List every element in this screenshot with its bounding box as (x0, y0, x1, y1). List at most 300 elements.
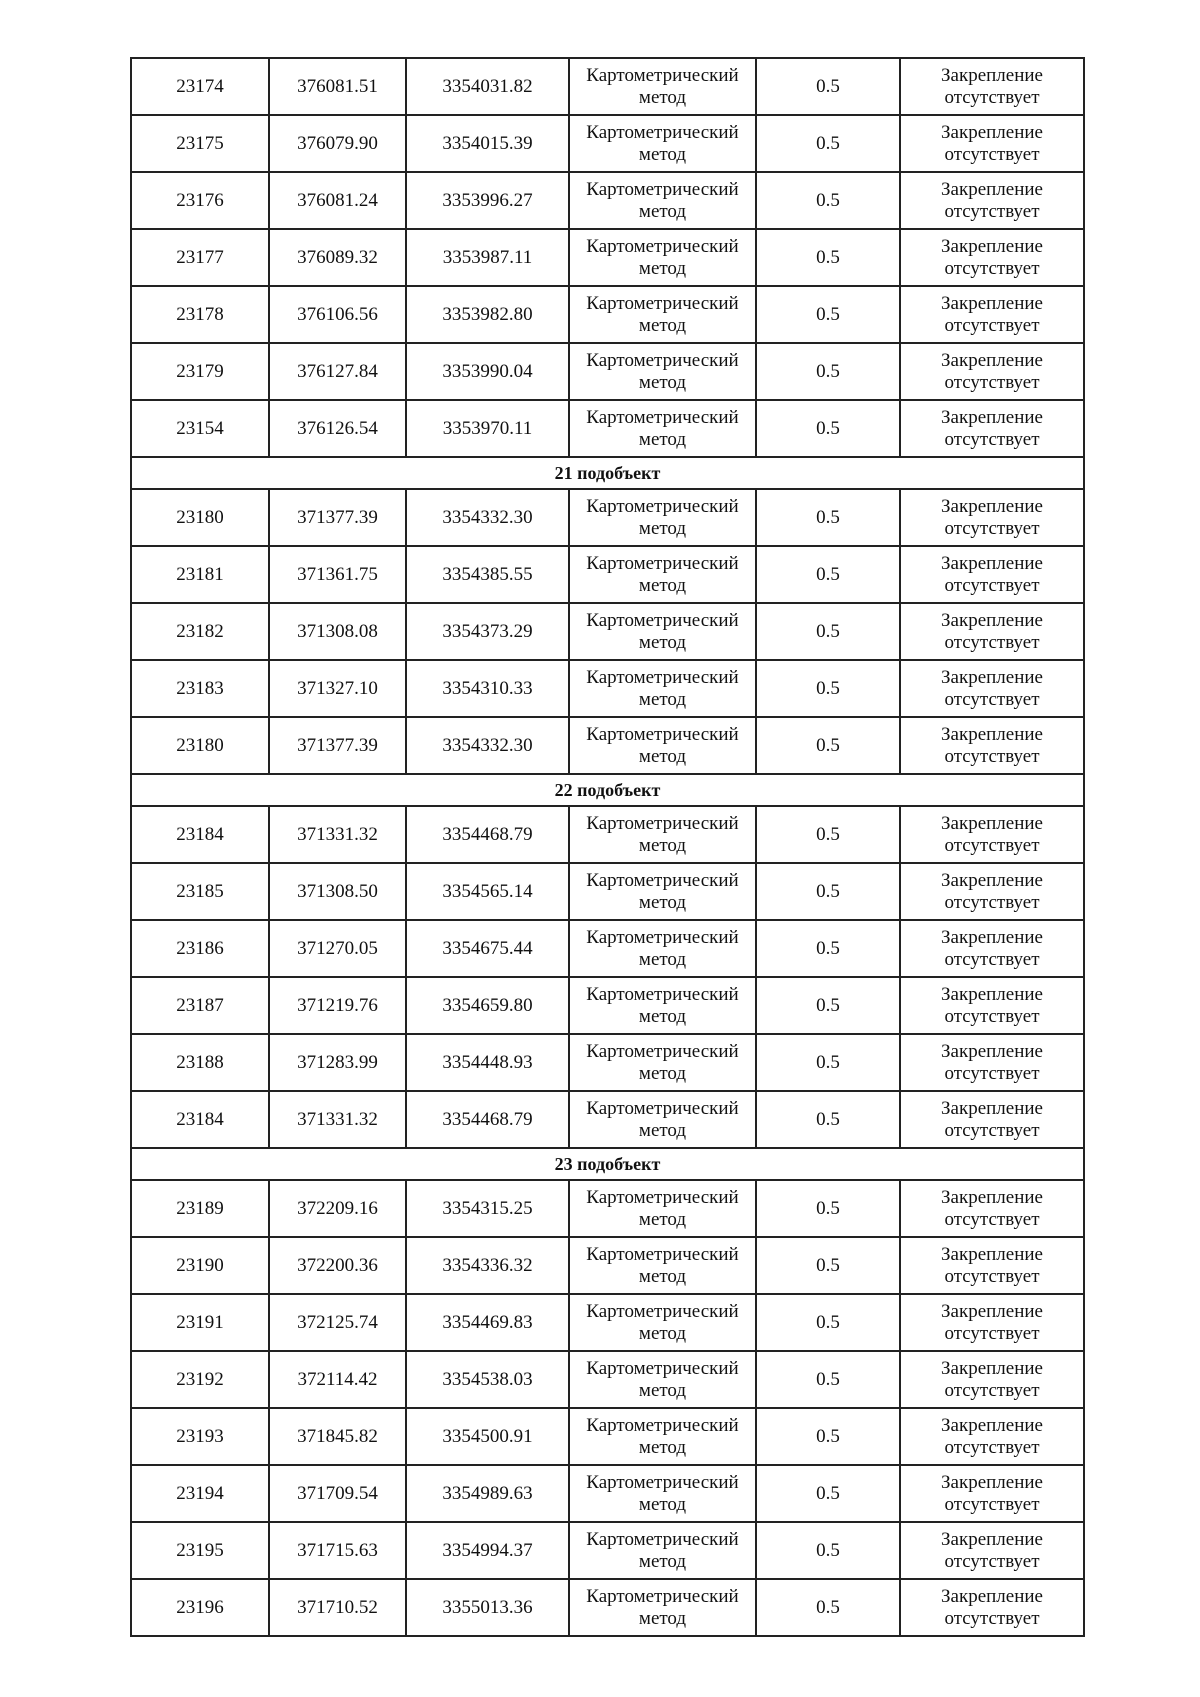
y-coordinate-cell (406, 58, 569, 115)
point-number-cell-text: 23175 (176, 132, 224, 154)
point-number-cell (131, 172, 269, 229)
accuracy-cell (756, 806, 900, 863)
method-cell-text: Картометрический метод (586, 406, 739, 450)
point-number-cell-text: 23178 (176, 303, 224, 325)
fixing-cell-text: Закрепление отсутствует (941, 983, 1043, 1027)
accuracy-cell-text: 0.5 (816, 677, 840, 699)
y-coordinate-cell-text: 3353987.11 (442, 246, 533, 268)
table-row (131, 717, 1084, 774)
method-cell (569, 115, 756, 172)
point-number-cell (131, 603, 269, 660)
table-row (131, 1351, 1084, 1408)
fixing-cell-text: Закрепление отсутствует (941, 495, 1043, 539)
x-coordinate-cell-text: 376079.90 (297, 132, 378, 154)
x-coordinate-cell-text: 376106.56 (297, 303, 378, 325)
x-coordinate-cell (269, 603, 406, 660)
accuracy-cell-text: 0.5 (816, 1482, 840, 1504)
accuracy-cell (756, 1522, 900, 1579)
y-coordinate-cell (406, 1351, 569, 1408)
accuracy-cell-text: 0.5 (816, 563, 840, 585)
method-cell-text: Картометрический метод (586, 121, 739, 165)
x-coordinate-cell-text: 371331.32 (297, 823, 378, 845)
fixing-cell (900, 400, 1084, 457)
accuracy-cell (756, 1408, 900, 1465)
y-coordinate-cell-text: 3354538.03 (442, 1368, 533, 1390)
point-number-cell-text: 23189 (176, 1197, 224, 1219)
point-number-cell (131, 1408, 269, 1465)
accuracy-cell (756, 489, 900, 546)
x-coordinate-cell (269, 229, 406, 286)
accuracy-cell-text: 0.5 (816, 303, 840, 325)
x-coordinate-cell (269, 806, 406, 863)
accuracy-cell-text: 0.5 (816, 1596, 840, 1618)
fixing-cell-text: Закрепление отсутствует (941, 1040, 1043, 1084)
method-cell (569, 977, 756, 1034)
fixing-cell-text: Закрепление отсутствует (941, 178, 1043, 222)
accuracy-cell (756, 1465, 900, 1522)
accuracy-cell-text: 0.5 (816, 360, 840, 382)
accuracy-cell (756, 1351, 900, 1408)
x-coordinate-cell-text: 371361.75 (297, 563, 378, 585)
table-row (131, 1522, 1084, 1579)
coordinates-table-body (131, 58, 1084, 1636)
x-coordinate-cell-text: 371308.08 (297, 620, 378, 642)
x-coordinate-cell (269, 400, 406, 457)
accuracy-cell (756, 1237, 900, 1294)
x-coordinate-cell (269, 1465, 406, 1522)
fixing-cell (900, 660, 1084, 717)
method-cell (569, 660, 756, 717)
point-number-cell (131, 58, 269, 115)
y-coordinate-cell-text: 3354310.33 (442, 677, 533, 699)
accuracy-cell-text: 0.5 (816, 1368, 840, 1390)
table-row (131, 546, 1084, 603)
y-coordinate-cell (406, 1237, 569, 1294)
method-cell-text: Картометрический метод (586, 64, 739, 108)
point-number-cell-text: 23184 (176, 1108, 224, 1130)
table-row (131, 400, 1084, 457)
table-row (131, 920, 1084, 977)
method-cell (569, 1034, 756, 1091)
accuracy-cell-text: 0.5 (816, 1311, 840, 1333)
coordinates-table (130, 57, 1085, 1637)
accuracy-cell (756, 1294, 900, 1351)
y-coordinate-cell-text: 3354332.30 (442, 734, 533, 756)
y-coordinate-cell-text: 3354336.32 (442, 1254, 533, 1276)
accuracy-cell-text: 0.5 (816, 506, 840, 528)
y-coordinate-cell (406, 1034, 569, 1091)
fixing-cell (900, 1034, 1084, 1091)
y-coordinate-cell (406, 115, 569, 172)
accuracy-cell (756, 977, 900, 1034)
subobject-header-row (131, 457, 1084, 489)
y-coordinate-cell-text: 3354659.80 (442, 994, 533, 1016)
fixing-cell-text: Закрепление отсутствует (941, 1585, 1043, 1629)
method-cell-text: Картометрический метод (586, 552, 739, 596)
table-row (131, 115, 1084, 172)
x-coordinate-cell (269, 172, 406, 229)
x-coordinate-cell-text: 372209.16 (297, 1197, 378, 1219)
point-number-cell-text: 23186 (176, 937, 224, 959)
accuracy-cell-text: 0.5 (816, 734, 840, 756)
fixing-cell-text: Закрепление отсутствует (941, 1243, 1043, 1287)
x-coordinate-cell (269, 489, 406, 546)
fixing-cell-text: Закрепление отсутствует (941, 666, 1043, 710)
method-cell-text: Картометрический метод (586, 1040, 739, 1084)
fixing-cell-text: Закрепление отсутствует (941, 926, 1043, 970)
y-coordinate-cell-text: 3355013.36 (442, 1596, 533, 1618)
point-number-cell-text: 23196 (176, 1596, 224, 1618)
method-cell-text: Картометрический метод (586, 1097, 739, 1141)
method-cell-text: Картометрический метод (586, 349, 739, 393)
table-row (131, 1465, 1084, 1522)
accuracy-cell (756, 546, 900, 603)
y-coordinate-cell-text: 3354468.79 (442, 823, 533, 845)
table-row (131, 660, 1084, 717)
fixing-cell-text: Закрепление отсутствует (941, 1414, 1043, 1458)
y-coordinate-cell-text: 3354675.44 (442, 937, 533, 959)
fixing-cell-text: Закрепление отсутствует (941, 121, 1043, 165)
x-coordinate-cell-text: 371845.82 (297, 1425, 378, 1447)
point-number-cell (131, 1294, 269, 1351)
accuracy-cell-text: 0.5 (816, 75, 840, 97)
accuracy-cell-text: 0.5 (816, 1197, 840, 1219)
x-coordinate-cell (269, 920, 406, 977)
accuracy-cell-text: 0.5 (816, 246, 840, 268)
x-coordinate-cell-text: 371270.05 (297, 937, 378, 959)
method-cell (569, 1294, 756, 1351)
fixing-cell-text: Закрепление отсутствует (941, 609, 1043, 653)
method-cell (569, 1465, 756, 1522)
fixing-cell (900, 1091, 1084, 1148)
point-number-cell (131, 489, 269, 546)
accuracy-cell-text: 0.5 (816, 937, 840, 959)
accuracy-cell-text: 0.5 (816, 1051, 840, 1073)
x-coordinate-cell-text: 371308.50 (297, 880, 378, 902)
table-row (131, 343, 1084, 400)
fixing-cell-text: Закрепление отсутствует (941, 869, 1043, 913)
method-cell-text: Картометрический метод (586, 292, 739, 336)
y-coordinate-cell (406, 343, 569, 400)
x-coordinate-cell (269, 1408, 406, 1465)
y-coordinate-cell (406, 1091, 569, 1148)
fixing-cell-text: Закрепление отсутствует (941, 552, 1043, 596)
fixing-cell (900, 806, 1084, 863)
fixing-cell-text: Закрепление отсутствует (941, 1097, 1043, 1141)
x-coordinate-cell-text: 371709.54 (297, 1482, 378, 1504)
x-coordinate-cell (269, 1180, 406, 1237)
accuracy-cell (756, 58, 900, 115)
fixing-cell (900, 1408, 1084, 1465)
x-coordinate-cell (269, 1034, 406, 1091)
point-number-cell-text: 23184 (176, 823, 224, 845)
y-coordinate-cell-text: 3354373.29 (442, 620, 533, 642)
x-coordinate-cell-text: 371715.63 (297, 1539, 378, 1561)
method-cell-text: Картометрический метод (586, 1357, 739, 1401)
fixing-cell (900, 58, 1084, 115)
table-row (131, 603, 1084, 660)
accuracy-cell (756, 400, 900, 457)
fixing-cell (900, 603, 1084, 660)
accuracy-cell (756, 920, 900, 977)
method-cell (569, 58, 756, 115)
method-cell-text: Картометрический метод (586, 1414, 739, 1458)
method-cell (569, 603, 756, 660)
y-coordinate-cell-text: 3353982.80 (442, 303, 533, 325)
fixing-cell-text: Закрепление отсутствует (941, 723, 1043, 767)
y-coordinate-cell (406, 172, 569, 229)
fixing-cell (900, 1180, 1084, 1237)
fixing-cell-text: Закрепление отсутствует (941, 1186, 1043, 1230)
method-cell (569, 343, 756, 400)
y-coordinate-cell (406, 977, 569, 1034)
x-coordinate-cell (269, 58, 406, 115)
accuracy-cell (756, 343, 900, 400)
point-number-cell (131, 1034, 269, 1091)
x-coordinate-cell (269, 1091, 406, 1148)
fixing-cell (900, 1237, 1084, 1294)
y-coordinate-cell-text: 3353996.27 (442, 189, 533, 211)
x-coordinate-cell-text: 372125.74 (297, 1311, 378, 1333)
point-number-cell-text: 23174 (176, 75, 224, 97)
table-row (131, 1294, 1084, 1351)
fixing-cell-text: Закрепление отсутствует (941, 812, 1043, 856)
point-number-cell (131, 806, 269, 863)
point-number-cell (131, 660, 269, 717)
y-coordinate-cell-text: 3354031.82 (442, 75, 533, 97)
point-number-cell (131, 343, 269, 400)
y-coordinate-cell (406, 229, 569, 286)
table-row (131, 1034, 1084, 1091)
accuracy-cell-text: 0.5 (816, 994, 840, 1016)
table-row (131, 489, 1084, 546)
table-row (131, 863, 1084, 920)
accuracy-cell (756, 717, 900, 774)
accuracy-cell-text: 0.5 (816, 880, 840, 902)
fixing-cell (900, 1351, 1084, 1408)
x-coordinate-cell (269, 717, 406, 774)
x-coordinate-cell (269, 546, 406, 603)
y-coordinate-cell (406, 1465, 569, 1522)
accuracy-cell (756, 603, 900, 660)
point-number-cell-text: 23181 (176, 563, 224, 585)
y-coordinate-cell (406, 806, 569, 863)
method-cell (569, 863, 756, 920)
x-coordinate-cell (269, 1579, 406, 1636)
fixing-cell-text: Закрепление отсутствует (941, 1471, 1043, 1515)
y-coordinate-cell-text: 3353990.04 (442, 360, 533, 382)
point-number-cell (131, 1237, 269, 1294)
y-coordinate-cell (406, 1522, 569, 1579)
table-row (131, 172, 1084, 229)
method-cell-text: Картометрический метод (586, 235, 739, 279)
point-number-cell-text: 23182 (176, 620, 224, 642)
y-coordinate-cell (406, 717, 569, 774)
method-cell (569, 1408, 756, 1465)
method-cell (569, 806, 756, 863)
fixing-cell (900, 920, 1084, 977)
y-coordinate-cell (406, 400, 569, 457)
y-coordinate-cell (406, 920, 569, 977)
method-cell-text: Картометрический метод (586, 1471, 739, 1515)
y-coordinate-cell-text: 3354332.30 (442, 506, 533, 528)
fixing-cell (900, 343, 1084, 400)
y-coordinate-cell-text: 3354469.83 (442, 1311, 533, 1333)
table-row (131, 1579, 1084, 1636)
method-cell (569, 1180, 756, 1237)
accuracy-cell (756, 172, 900, 229)
fixing-cell (900, 115, 1084, 172)
accuracy-cell (756, 1180, 900, 1237)
x-coordinate-cell-text: 372200.36 (297, 1254, 378, 1276)
table-row (131, 58, 1084, 115)
point-number-cell (131, 1522, 269, 1579)
method-cell-text: Картометрический метод (586, 495, 739, 539)
accuracy-cell (756, 863, 900, 920)
subobject-title: 23 подобъект (131, 1148, 1084, 1180)
y-coordinate-cell-text: 3354015.39 (442, 132, 533, 154)
y-coordinate-cell-text: 3354468.79 (442, 1108, 533, 1130)
point-number-cell-text: 23180 (176, 734, 224, 756)
x-coordinate-cell-text: 371327.10 (297, 677, 378, 699)
accuracy-cell-text: 0.5 (816, 620, 840, 642)
x-coordinate-cell-text: 372114.42 (297, 1368, 378, 1390)
method-cell (569, 489, 756, 546)
y-coordinate-cell-text: 3354448.93 (442, 1051, 533, 1073)
y-coordinate-cell-text: 3354315.25 (442, 1197, 533, 1219)
method-cell (569, 1522, 756, 1579)
method-cell (569, 1579, 756, 1636)
fixing-cell (900, 1522, 1084, 1579)
fixing-cell (900, 1579, 1084, 1636)
point-number-cell-text: 23191 (176, 1311, 224, 1333)
accuracy-cell-text: 0.5 (816, 1539, 840, 1561)
point-number-cell (131, 1351, 269, 1408)
method-cell (569, 229, 756, 286)
y-coordinate-cell (406, 546, 569, 603)
table-row (131, 1180, 1084, 1237)
accuracy-cell (756, 1091, 900, 1148)
point-number-cell (131, 977, 269, 1034)
method-cell (569, 286, 756, 343)
point-number-cell-text: 23185 (176, 880, 224, 902)
x-coordinate-cell-text: 371219.76 (297, 994, 378, 1016)
y-coordinate-cell (406, 603, 569, 660)
y-coordinate-cell-text: 3354500.91 (442, 1425, 533, 1447)
fixing-cell (900, 1465, 1084, 1522)
fixing-cell-text: Закрепление отсутствует (941, 292, 1043, 336)
x-coordinate-cell-text: 371710.52 (297, 1596, 378, 1618)
point-number-cell-text: 23194 (176, 1482, 224, 1504)
fixing-cell-text: Закрепление отсутствует (941, 1300, 1043, 1344)
x-coordinate-cell-text: 376081.24 (297, 189, 378, 211)
y-coordinate-cell-text: 3353970.11 (442, 417, 533, 439)
fixing-cell-text: Закрепление отсутствует (941, 1357, 1043, 1401)
x-coordinate-cell (269, 1294, 406, 1351)
accuracy-cell-text: 0.5 (816, 189, 840, 211)
y-coordinate-cell (406, 489, 569, 546)
method-cell (569, 717, 756, 774)
point-number-cell-text: 23190 (176, 1254, 224, 1276)
method-cell-text: Картометрический метод (586, 1186, 739, 1230)
point-number-cell (131, 717, 269, 774)
fixing-cell-text: Закрепление отсутствует (941, 349, 1043, 393)
point-number-cell (131, 1180, 269, 1237)
accuracy-cell (756, 1034, 900, 1091)
fixing-cell (900, 717, 1084, 774)
method-cell (569, 920, 756, 977)
accuracy-cell (756, 660, 900, 717)
subobject-header-row (131, 774, 1084, 806)
table-row (131, 977, 1084, 1034)
method-cell-text: Картометрический метод (586, 609, 739, 653)
y-coordinate-cell (406, 863, 569, 920)
fixing-cell (900, 1294, 1084, 1351)
fixing-cell (900, 229, 1084, 286)
x-coordinate-cell (269, 115, 406, 172)
fixing-cell (900, 546, 1084, 603)
point-number-cell (131, 1579, 269, 1636)
method-cell-text: Картометрический метод (586, 1585, 739, 1629)
y-coordinate-cell (406, 660, 569, 717)
accuracy-cell (756, 229, 900, 286)
point-number-cell-text: 23187 (176, 994, 224, 1016)
method-cell-text: Картометрический метод (586, 1243, 739, 1287)
y-coordinate-cell (406, 286, 569, 343)
point-number-cell (131, 920, 269, 977)
method-cell-text: Картометрический метод (586, 812, 739, 856)
accuracy-cell-text: 0.5 (816, 1108, 840, 1130)
method-cell (569, 546, 756, 603)
table-row (131, 229, 1084, 286)
fixing-cell (900, 489, 1084, 546)
point-number-cell (131, 546, 269, 603)
fixing-cell-text: Закрепление отсутствует (941, 64, 1043, 108)
y-coordinate-cell-text: 3354994.37 (442, 1539, 533, 1561)
x-coordinate-cell (269, 1237, 406, 1294)
point-number-cell-text: 23193 (176, 1425, 224, 1447)
x-coordinate-cell-text: 371377.39 (297, 734, 378, 756)
point-number-cell-text: 23176 (176, 189, 224, 211)
point-number-cell (131, 115, 269, 172)
method-cell (569, 172, 756, 229)
x-coordinate-cell-text: 376126.54 (297, 417, 378, 439)
table-row (131, 1091, 1084, 1148)
accuracy-cell-text: 0.5 (816, 417, 840, 439)
method-cell-text: Картометрический метод (586, 1300, 739, 1344)
point-number-cell-text: 23179 (176, 360, 224, 382)
y-coordinate-cell (406, 1579, 569, 1636)
fixing-cell (900, 286, 1084, 343)
point-number-cell-text: 23192 (176, 1368, 224, 1390)
point-number-cell (131, 229, 269, 286)
y-coordinate-cell-text: 3354989.63 (442, 1482, 533, 1504)
method-cell-text: Картометрический метод (586, 983, 739, 1027)
point-number-cell-text: 23188 (176, 1051, 224, 1073)
fixing-cell (900, 172, 1084, 229)
point-number-cell-text: 23154 (176, 417, 224, 439)
subobject-header-row (131, 1148, 1084, 1180)
x-coordinate-cell (269, 863, 406, 920)
method-cell-text: Картометрический метод (586, 178, 739, 222)
y-coordinate-cell (406, 1408, 569, 1465)
fixing-cell-text: Закрепление отсутствует (941, 235, 1043, 279)
y-coordinate-cell-text: 3354385.55 (442, 563, 533, 585)
point-number-cell-text: 23195 (176, 1539, 224, 1561)
method-cell-text: Картометрический метод (586, 926, 739, 970)
accuracy-cell-text: 0.5 (816, 1425, 840, 1447)
x-coordinate-cell-text: 371331.32 (297, 1108, 378, 1130)
